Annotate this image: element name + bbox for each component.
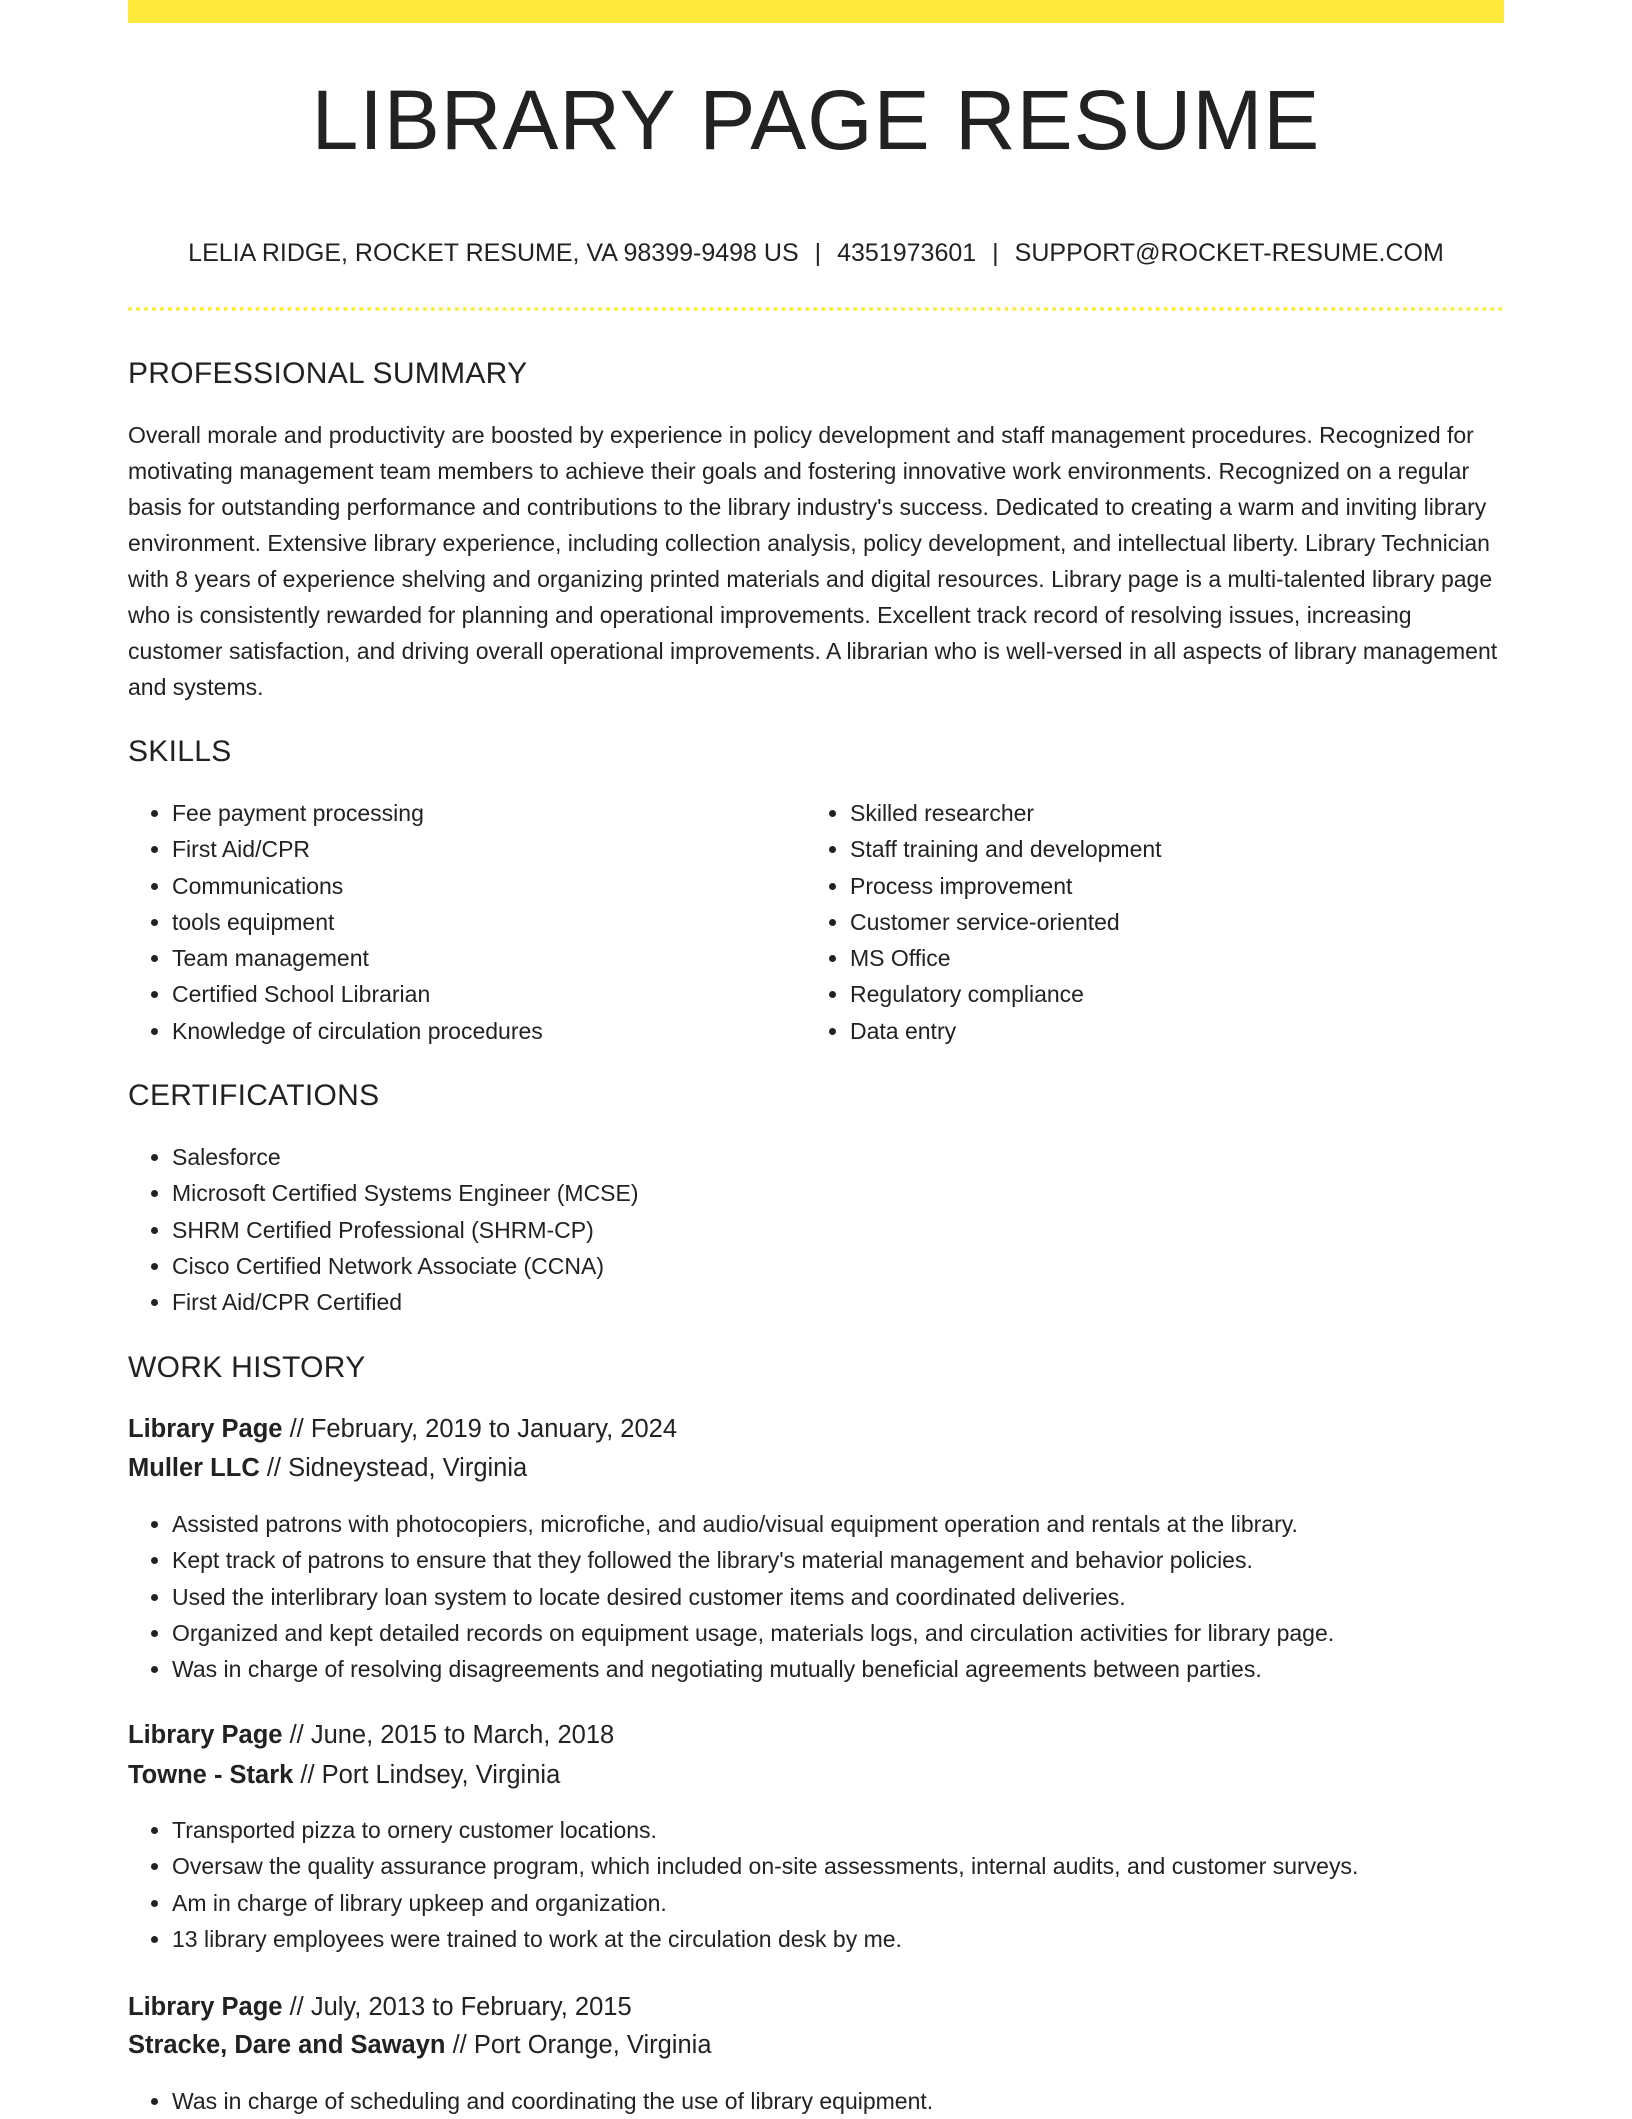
summary-text: Overall morale and productivity are boosted by experience in policy development and staff management procedures. Recognized for motivating management team members to achieve their goals and fostering innovative work environments. Recognized on a regular basis for outstanding performance and contributions to the library industry's success. Dedicated to creating a warm and inviting library environment. Extensive library experience, including collection analysis, policy development, and intellectual liberty. Library Technician with 8 years of experience shelving and organizing printed materials and digital resources. Library page is a multi-talented library page who is consistently rewarded for planning and operational improvements. Excellent track record of resolving issues, increasing customer satisfaction, and driving overall operational improvements. A librarian who is well-versed in all aspects of library management and systems.: [128, 422, 1498, 700]
skill-item: • Process improvement: [850, 868, 1530, 904]
resume-title: LIBRARY PAGE RESUME: [311, 73, 1321, 167]
job-bullet: • Was in charge of resolving disagreements and negotiating mutually beneficial agreements between parties.: [172, 1651, 1548, 1687]
certification-item: • Salesforce: [172, 1139, 1472, 1175]
job-location: // Port Orange, Virginia: [445, 2031, 712, 2059]
skill-item: • First Aid/CPR: [172, 831, 812, 867]
certification-item: • SHRM Certified Professional (SHRM-CP): [172, 1212, 1472, 1248]
skills-heading: SKILLS: [128, 735, 232, 768]
job-company: Stracke, Dare and Sawayn: [128, 2031, 446, 2059]
job-bullet: • Oversaw the quality assurance program, which included on-site assessments, internal audits, and customer surveys.: [172, 1848, 1548, 1884]
job-bullets: [128, 2083, 1548, 2119]
certifications-list: [128, 1139, 1472, 1320]
contact-line: [128, 238, 1504, 268]
job-dates: // February, 2019 to January, 2024: [282, 1415, 678, 1443]
job-company-line: [128, 1760, 560, 1791]
certification-item: • Cisco Certified Network Associate (CCNA): [172, 1248, 1472, 1284]
job-title: Library Page: [128, 1993, 283, 2021]
job-bullet: • Used the interlibrary loan system to locate desired customer items and coordinated deliveries.: [172, 1579, 1548, 1615]
skills-list-right: [806, 795, 1530, 1049]
top-accent-bar: [128, 0, 1504, 23]
skill-item: • Communications: [172, 868, 812, 904]
skill-item: • tools equipment: [172, 904, 812, 940]
job-title: Library Page: [128, 1415, 283, 1443]
job-bullet: • Kept track of patrons to ensure that they followed the library's material management and behavior policies.: [172, 1542, 1548, 1578]
certification-item: • Microsoft Certified Systems Engineer (MCSE): [172, 1175, 1472, 1211]
contact-separator: |: [992, 239, 999, 267]
skill-item: • Staff training and development: [850, 831, 1530, 867]
job-company: Towne - Stark: [128, 1761, 294, 1789]
job-bullet: • Organized and kept detailed records on equipment usage, materials logs, and circulation activities for library page.: [172, 1615, 1548, 1651]
job-company: Muller LLC: [128, 1454, 260, 1482]
job-company-line: [128, 2030, 712, 2061]
skills-list-left: [128, 795, 812, 1049]
job-bullets: [128, 1506, 1548, 1687]
skill-item: • Customer service-oriented: [850, 904, 1530, 940]
job-bullet: • 13 library employees were trained to work at the circulation desk by me.: [172, 1921, 1548, 1957]
job-dates: // June, 2015 to March, 2018: [282, 1721, 615, 1749]
skill-item: • Fee payment processing: [172, 795, 812, 831]
skill-item: • Data entry: [850, 1013, 1530, 1049]
work-history-heading: WORK HISTORY: [128, 1351, 366, 1384]
job-bullet: • Am in charge of library upkeep and organization.: [172, 1885, 1548, 1921]
job-bullets: [128, 1812, 1548, 1957]
certifications-heading: CERTIFICATIONS: [128, 1079, 380, 1112]
job-dates: // July, 2013 to February, 2015: [282, 1993, 632, 2021]
job-title-line: [128, 1992, 632, 2023]
skill-item: • Knowledge of circulation procedures: [172, 1013, 812, 1049]
skill-item: • Skilled researcher: [850, 795, 1530, 831]
certification-item: • First Aid/CPR Certified: [172, 1284, 1472, 1320]
skill-item: • Regulatory compliance: [850, 976, 1530, 1012]
job-location: // Port Lindsey, Virginia: [293, 1761, 561, 1789]
job-bullet: • Transported pizza to ornery customer locations.: [172, 1812, 1548, 1848]
dotted-divider: [128, 307, 1504, 311]
summary-heading: PROFESSIONAL SUMMARY: [128, 357, 528, 390]
job-bullet: • Was in charge of scheduling and coordinating the use of library equipment.: [172, 2083, 1548, 2119]
skill-item: • MS Office: [850, 940, 1530, 976]
skill-item: • Team management: [172, 940, 812, 976]
job-title-line: [128, 1414, 677, 1445]
job-title: Library Page: [128, 1721, 283, 1749]
contact-phone: 4351973601: [837, 239, 977, 267]
job-title-line: [128, 1720, 614, 1751]
contact-separator: |: [814, 239, 822, 267]
skill-item: • Certified School Librarian: [172, 976, 812, 1012]
contact-email: SUPPORT@ROCKET-RESUME.COM: [1014, 239, 1444, 267]
job-company-line: [128, 1453, 527, 1484]
job-bullet: • Assisted patrons with photocopiers, microfiche, and audio/visual equipment operation and rentals at the library.: [172, 1506, 1548, 1542]
contact-address: LELIA RIDGE, ROCKET RESUME, VA 98399-9498 US: [188, 239, 799, 267]
job-location: // Sidneystead, Virginia: [259, 1454, 528, 1482]
